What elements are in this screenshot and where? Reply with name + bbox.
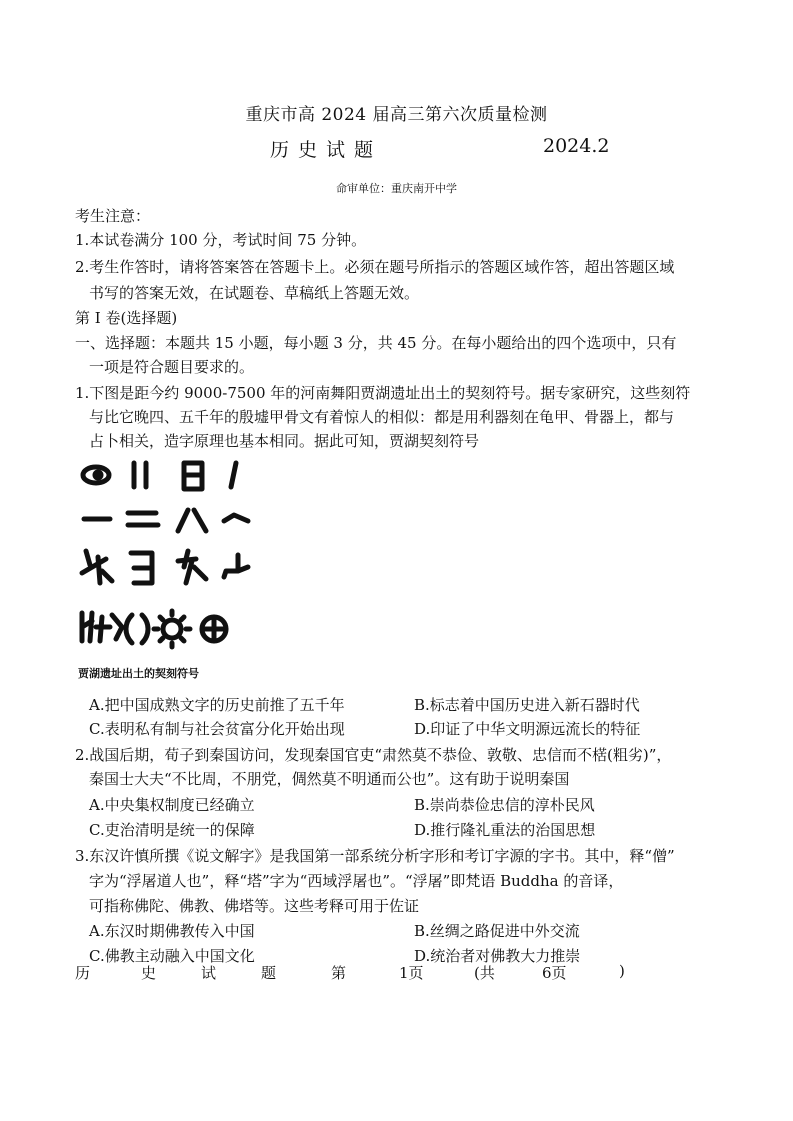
q1-stem-line3: 占卜相关，造字原理也基本相同。据此可知，贾湖契刻符号 <box>89 432 480 450</box>
q2-stem-line1: 2.战国后期，荀子到秦国访问，发现秦国官吏“肃然莫不恭俭、敦敬、忠信而不楛(粗劣)”， <box>75 746 672 764</box>
jiahu-symbols-image <box>76 455 266 685</box>
footer-total-open: (共 <box>474 964 495 982</box>
q2-stem-line2: 秦国士大夫“不比周，不朋党，倜然莫不明通而公也”。这有助于说明秦国 <box>89 770 570 788</box>
q1-stem-line2: 与比它晚四、五千年的殷墟甲骨文有着惊人的相似：都是用利器刻在龟甲、骨器上，都与 <box>89 408 675 426</box>
footer-total-pages: 6页 <box>542 964 567 982</box>
exam-title: 重庆市高 2024 届高三第六次质量检测 <box>245 105 548 125</box>
subject-title: 历史试题 <box>270 139 383 161</box>
footer-word: 第 <box>331 964 347 982</box>
q3-option-b: B.丝绸之路促进中外交流 <box>414 922 580 940</box>
section-instruction-line1: 一、选择题：本题共 15 小题，每小题 3 分，共 45 分。在每小题给出的四个选项中，只有 <box>75 334 677 352</box>
footer-page-number: 1页 <box>399 964 424 982</box>
notice-item-1: 1.本试卷满分 100 分，考试时间 75 分钟。 <box>75 231 367 249</box>
section-instruction-line2: 一项是符合题目要求的。 <box>89 358 255 376</box>
q3-option-c: C.佛教主动融入中国文化 <box>89 947 255 965</box>
footer-word: 题 <box>261 964 277 982</box>
q1-option-b: B.标志着中国历史进入新石器时代 <box>414 696 640 714</box>
q3-option-a: A.东汉时期佛教传入中国 <box>89 922 255 940</box>
q3-stem-line2: 字为“浮屠道人也”，释“塔”字为“西域浮屠也”。“浮屠”即梵语 Buddha 的音译， <box>89 872 624 890</box>
footer-word: 历 <box>75 964 91 982</box>
q2-option-a: A.中央集权制度已经确立 <box>89 796 255 814</box>
q3-stem-line1: 3.东汉许慎所撰《说文解字》是我国第一部系统分析字形和考订字源的字书。其中，释“僧” <box>75 847 675 865</box>
volume-heading: 第 I 卷(选择题) <box>75 309 178 327</box>
footer-word: 史 <box>141 964 157 982</box>
q1-option-d: D.印证了中华文明源远流长的特征 <box>414 720 641 738</box>
setting-unit: 命审单位：重庆南开中学 <box>336 182 457 195</box>
q2-option-c: C.吏治清明是统一的保障 <box>89 821 255 839</box>
q1-stem-line1: 1.下图是距今约 9000-7500 年的河南舞阳贾湖遗址出土的契刻符号。据专家研究，这些刻符 <box>75 384 691 402</box>
exam-date: 2024.2 <box>543 135 610 157</box>
q2-option-d: D.推行隆礼重法的治国思想 <box>414 821 596 839</box>
notice-item-2-line2: 书写的答案无效，在试题卷、草稿纸上答题无效。 <box>89 284 420 302</box>
jiahu-symbols-figure <box>76 455 266 685</box>
q3-stem-line3: 可指称佛陀、佛教、佛塔等。这些考释可用于佐证 <box>89 897 420 915</box>
figure-caption: 贾湖遗址出土的契刻符号 <box>78 668 199 680</box>
q1-option-c: C.表明私有制与社会贫富分化开始出现 <box>89 720 345 738</box>
q3-option-d: D.统治者对佛教大力推崇 <box>414 947 581 965</box>
q2-option-b: B.崇尚恭俭忠信的淳朴民风 <box>414 796 595 814</box>
q1-option-a: A.把中国成熟文字的历史前推了五千年 <box>89 696 345 714</box>
footer-word: 试 <box>201 964 217 982</box>
footer-total-close: ) <box>619 962 625 980</box>
notice-item-2-line1: 2.考生作答时，请将答案答在答题卡上。必须在题号所指示的答题区域作答，超出答题区域 <box>75 258 675 276</box>
notice-heading: 考生注意： <box>75 207 151 225</box>
